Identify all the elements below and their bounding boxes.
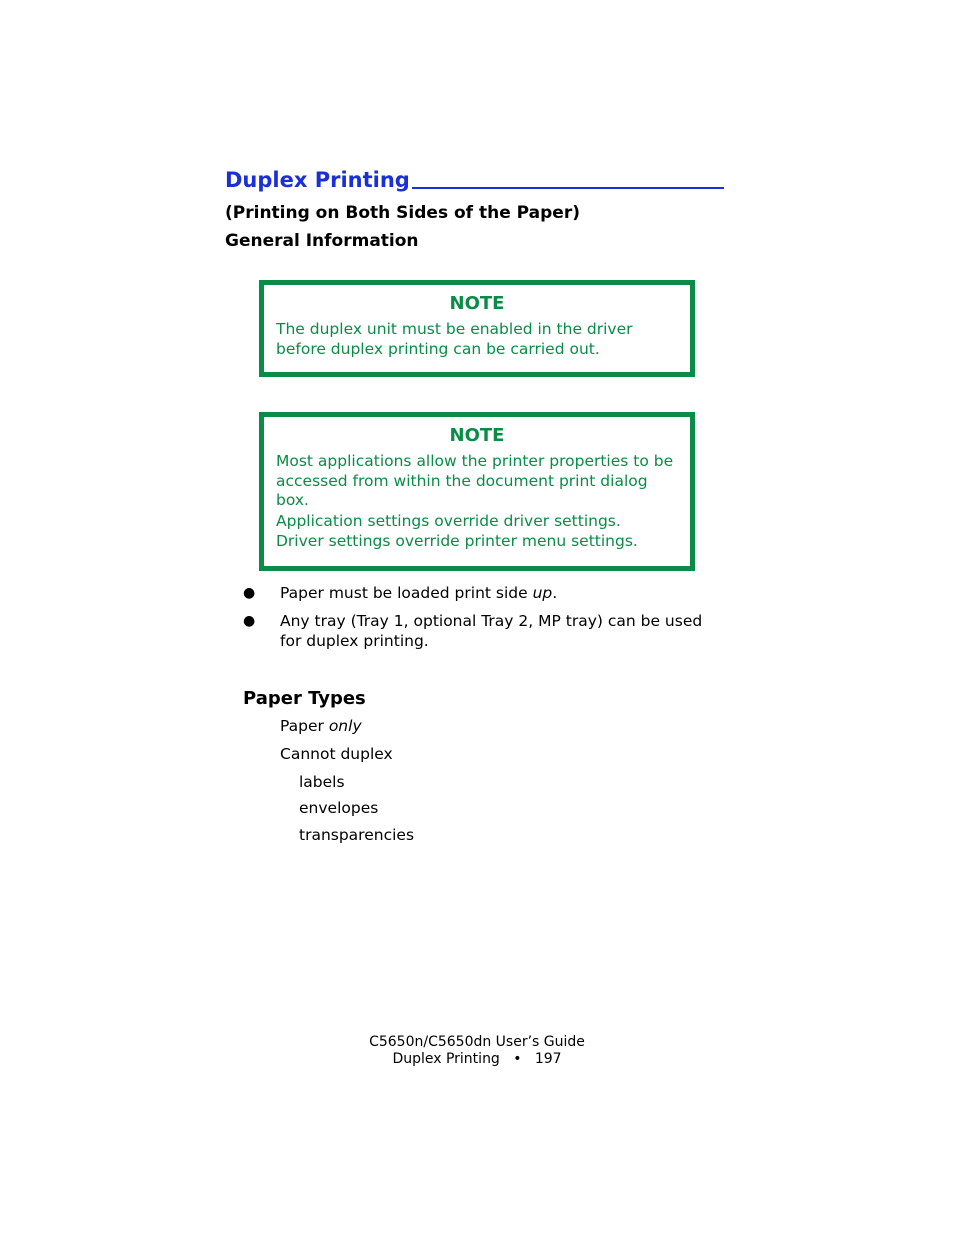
note-text: Most applications allow the printer properties to be accessed from within the document print dialog box.: [276, 452, 674, 509]
excluded-item: labels: [299, 773, 345, 791]
excluded-item: transparencies: [299, 826, 415, 844]
page-title-text: Duplex Printing: [225, 168, 410, 192]
note-box-1: [259, 280, 695, 377]
footer-section: Duplex Printing: [392, 1051, 500, 1067]
note-label: NOTE: [449, 425, 505, 446]
footer-guide: C5650n/C5650dn User’s Guide: [369, 1034, 585, 1050]
section-heading: General Information: [225, 231, 419, 251]
bullet-icon: ●: [243, 585, 256, 601]
bullet-text: Any tray (Tray 1, optional Tray 2, MP tray) can be used for duplex printing.: [280, 612, 703, 650]
title-rule: [412, 187, 724, 189]
paper-types-heading: Paper Types: [243, 688, 366, 709]
note-label: NOTE: [449, 293, 505, 314]
note-text: Driver settings override printer menu settings.: [276, 532, 638, 550]
paper-only-line: [280, 717, 362, 735]
bullet-text: [280, 584, 725, 604]
bullet-text-part: .: [552, 584, 558, 602]
footer-page-number: 197: [534, 1051, 562, 1067]
footer-separator: •: [513, 1051, 522, 1067]
note-text: The duplex unit must be enabled in the driver before duplex printing can be carried out.: [276, 320, 633, 358]
footer-page-line: [0, 1050, 954, 1068]
note-text: Application settings override driver settings.: [276, 511, 621, 530]
paper-emphasis: only: [328, 717, 362, 735]
bullet-icon: ●: [243, 613, 256, 629]
note-box-2: [259, 412, 695, 571]
page-subtitle: (Printing on Both Sides of the Paper): [225, 203, 580, 223]
cannot-duplex-line: Cannot duplex: [280, 745, 393, 763]
excluded-item: envelopes: [299, 799, 379, 817]
paper-text: Paper: [280, 717, 329, 735]
bullet-emphasis: up: [532, 584, 553, 602]
page-title: [225, 168, 724, 192]
bullet-text-part: Paper must be loaded print side: [280, 584, 533, 602]
